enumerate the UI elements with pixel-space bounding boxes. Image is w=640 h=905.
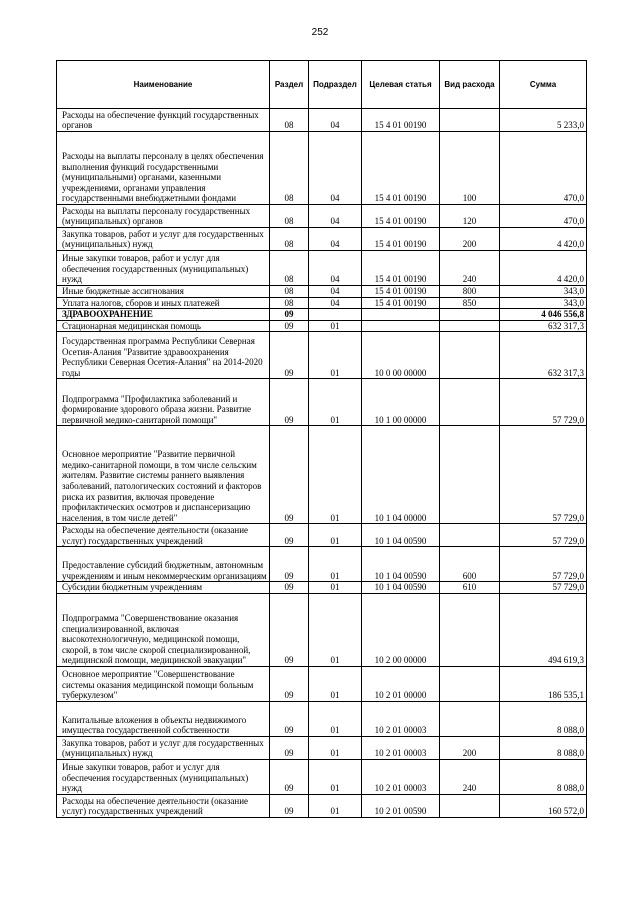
row-name-text: Капитальные вложения в объекты недвижимого имущества государственной собственности bbox=[62, 714, 247, 736]
row-name bbox=[57, 205, 270, 228]
row-name bbox=[57, 593, 270, 666]
row-target-article: 10 0 00 00000 bbox=[362, 332, 440, 379]
row-amount: 8 088,0 bbox=[500, 736, 587, 759]
row-subsection: 01 bbox=[309, 666, 362, 701]
row-section: 09 bbox=[270, 547, 309, 582]
row-amount: 470,0 bbox=[500, 205, 587, 228]
row-expense-type bbox=[440, 701, 500, 736]
row-name bbox=[57, 759, 270, 794]
row-subsection: 01 bbox=[309, 332, 362, 379]
row-name-text: Расходы на обеспечение деятельности (оказание услуг) государственных учреждений bbox=[62, 795, 249, 817]
row-amount: 4 420,0 bbox=[500, 228, 587, 251]
row-amount: 632 317,3 bbox=[500, 332, 587, 379]
row-expense-type bbox=[440, 379, 500, 426]
row-subsection: 01 bbox=[309, 547, 362, 582]
row-target-article: 15 4 01 00190 bbox=[362, 205, 440, 228]
row-expense-type: 200 bbox=[440, 228, 500, 251]
row-name bbox=[57, 297, 270, 309]
row-amount: 186 535,1 bbox=[500, 666, 587, 701]
row-name bbox=[57, 794, 270, 817]
row-expense-type bbox=[440, 332, 500, 379]
row-name bbox=[57, 666, 270, 701]
row-name bbox=[57, 228, 270, 251]
row-name-text: Основное мероприятие "Развитие первичной медико-санитарной помощи, в том числе сельским жителям. Развитие системы раннего выявления заболеваний, патологических состояний и факторов риска их развития, включая проведение профилактических осмотров и диспансеризацию населения, в том числе детей" bbox=[62, 449, 262, 523]
row-subsection: 04 bbox=[309, 132, 362, 205]
row-target-article: 10 2 01 00590 bbox=[362, 794, 440, 817]
table-row bbox=[57, 297, 587, 309]
row-section: 09 bbox=[270, 759, 309, 794]
row-section: 09 bbox=[270, 701, 309, 736]
row-target-article: 10 1 00 00000 bbox=[362, 379, 440, 426]
table-row bbox=[57, 666, 587, 701]
row-name-text: Стационарная медицинская помощь bbox=[62, 320, 201, 331]
row-name-text: Субсидии бюджетным учреждениям bbox=[62, 582, 203, 593]
row-subsection: 04 bbox=[309, 205, 362, 228]
row-section: 09 bbox=[270, 794, 309, 817]
row-section: 08 bbox=[270, 228, 309, 251]
row-name bbox=[57, 309, 270, 321]
row-section: 08 bbox=[270, 251, 309, 286]
row-target-article: 10 2 01 00003 bbox=[362, 736, 440, 759]
row-name bbox=[57, 132, 270, 205]
row-amount: 4 046 556,8 bbox=[500, 309, 587, 321]
row-name-text: Основное мероприятие "Совершенствование системы оказания медицинской помощи больным туберкулезом" bbox=[62, 669, 254, 701]
row-expense-type bbox=[440, 309, 500, 321]
row-section: 08 bbox=[270, 132, 309, 205]
row-target-article: 15 4 01 00190 bbox=[362, 297, 440, 309]
row-amount: 494 619,3 bbox=[500, 593, 587, 666]
row-target-article: 10 2 01 00003 bbox=[362, 759, 440, 794]
header-target-article: Целевая статья bbox=[362, 61, 440, 109]
row-amount: 57 729,0 bbox=[500, 582, 587, 594]
table-row bbox=[57, 759, 587, 794]
header-amount: Сумма bbox=[500, 61, 587, 109]
row-subsection: 01 bbox=[309, 320, 362, 332]
row-expense-type bbox=[440, 666, 500, 701]
table-row bbox=[57, 547, 587, 582]
row-amount: 57 729,0 bbox=[500, 524, 587, 547]
table-row bbox=[57, 309, 587, 321]
row-name bbox=[57, 379, 270, 426]
row-expense-type bbox=[440, 426, 500, 524]
row-amount: 57 729,0 bbox=[500, 547, 587, 582]
row-subsection: 01 bbox=[309, 794, 362, 817]
table-row bbox=[57, 251, 587, 286]
row-section: 09 bbox=[270, 426, 309, 524]
budget-table bbox=[56, 60, 587, 818]
row-amount: 8 088,0 bbox=[500, 701, 587, 736]
row-amount: 343,0 bbox=[500, 286, 587, 298]
row-target-article bbox=[362, 320, 440, 332]
row-name-text: Подпрограмма "Совершенствование оказания специализированной, включая высокотехнологичную, медицинской помощи, скорой, в том числе скорой специализированной, медицинской помощи, медицинской эвакуации" bbox=[62, 613, 251, 666]
row-name-text: Иные бюджетные ассигнования bbox=[62, 286, 184, 296]
row-subsection: 04 bbox=[309, 286, 362, 298]
row-expense-type: 120 bbox=[440, 205, 500, 228]
row-name-text: Расходы на обеспечение функций государственных органов bbox=[62, 109, 259, 131]
header-section: Раздел bbox=[270, 61, 309, 109]
table-row bbox=[57, 332, 587, 379]
row-subsection: 04 bbox=[309, 251, 362, 286]
row-target-article: 10 1 04 00590 bbox=[362, 582, 440, 594]
header-name: Наименование bbox=[57, 61, 270, 109]
row-name bbox=[57, 109, 270, 132]
row-section: 08 bbox=[270, 297, 309, 309]
row-amount: 57 729,0 bbox=[500, 426, 587, 524]
row-name-text: Расходы на выплаты персоналу государственных (муниципальных) органов bbox=[62, 205, 251, 227]
row-target-article bbox=[362, 309, 440, 321]
row-amount: 160 572,0 bbox=[500, 794, 587, 817]
table-header-row bbox=[57, 61, 587, 109]
row-amount: 343,0 bbox=[500, 297, 587, 309]
row-expense-type: 610 bbox=[440, 582, 500, 594]
table-row bbox=[57, 205, 587, 228]
row-section: 09 bbox=[270, 524, 309, 547]
row-name bbox=[57, 320, 270, 332]
row-name-text: ЗДРАВООХРАНЕНИЕ bbox=[62, 309, 153, 320]
row-subsection bbox=[309, 309, 362, 321]
row-target-article: 10 1 04 00000 bbox=[362, 426, 440, 524]
row-target-article: 15 4 01 00190 bbox=[362, 132, 440, 205]
row-section: 09 bbox=[270, 736, 309, 759]
row-section: 09 bbox=[270, 379, 309, 426]
table-row bbox=[57, 426, 587, 524]
row-name bbox=[57, 736, 270, 759]
row-section: 09 bbox=[270, 666, 309, 701]
row-subsection: 01 bbox=[309, 593, 362, 666]
row-expense-type bbox=[440, 593, 500, 666]
row-name bbox=[57, 251, 270, 286]
table-row bbox=[57, 524, 587, 547]
row-name-text: Расходы на обеспечение деятельности (оказание услуг) государственных учреждений bbox=[62, 525, 249, 546]
row-expense-type: 850 bbox=[440, 297, 500, 309]
row-target-article: 15 4 01 00190 bbox=[362, 109, 440, 132]
table-row bbox=[57, 701, 587, 736]
table-row bbox=[57, 593, 587, 666]
table-body bbox=[57, 109, 587, 818]
row-name-text: Иные закупки товаров, работ и услуг для обеспечения государственных (муниципальных) нужд bbox=[62, 762, 249, 794]
row-subsection: 01 bbox=[309, 759, 362, 794]
row-subsection: 01 bbox=[309, 426, 362, 524]
row-amount: 57 729,0 bbox=[500, 379, 587, 426]
table-row bbox=[57, 132, 587, 205]
row-name-text: Расходы на выплаты персоналу в целях обеспечения выполнения функций государственными (муниципальными) органами, казенными учреждениями, органами управления государственными внебюджетными фондами bbox=[62, 151, 264, 204]
row-name-text: Уплата налогов, сборов и иных платежей bbox=[62, 297, 220, 308]
row-expense-type: 800 bbox=[440, 286, 500, 298]
row-amount: 5 233,0 bbox=[500, 109, 587, 132]
row-expense-type bbox=[440, 320, 500, 332]
row-target-article: 10 1 04 00590 bbox=[362, 524, 440, 547]
row-amount: 632 317,3 bbox=[500, 320, 587, 332]
table-row bbox=[57, 794, 587, 817]
row-expense-type: 100 bbox=[440, 132, 500, 205]
row-subsection: 01 bbox=[309, 524, 362, 547]
row-name-text: Предоставление субсидий бюджетным, автономным учреждениям и иным некоммерческим организациям bbox=[62, 560, 267, 581]
row-amount: 470,0 bbox=[500, 132, 587, 205]
row-name bbox=[57, 582, 270, 594]
row-expense-type: 240 bbox=[440, 251, 500, 286]
row-target-article: 15 4 01 00190 bbox=[362, 251, 440, 286]
row-expense-type bbox=[440, 524, 500, 547]
row-amount: 8 088,0 bbox=[500, 759, 587, 794]
row-name bbox=[57, 286, 270, 298]
row-name bbox=[57, 332, 270, 379]
row-target-article: 15 4 01 00190 bbox=[362, 286, 440, 298]
row-expense-type: 200 bbox=[440, 736, 500, 759]
table-row bbox=[57, 582, 587, 594]
row-name-text: Закупка товаров, работ и услуг для государственных (муниципальных) нужд bbox=[62, 228, 264, 250]
row-section: 09 bbox=[270, 320, 309, 332]
row-section: 09 bbox=[270, 593, 309, 666]
row-amount: 4 420,0 bbox=[500, 251, 587, 286]
row-target-article: 15 4 01 00190 bbox=[362, 228, 440, 251]
row-subsection: 04 bbox=[309, 228, 362, 251]
row-expense-type bbox=[440, 794, 500, 817]
table-row bbox=[57, 109, 587, 132]
row-target-article: 10 2 01 00000 bbox=[362, 666, 440, 701]
row-subsection: 01 bbox=[309, 701, 362, 736]
row-expense-type: 240 bbox=[440, 759, 500, 794]
table-row bbox=[57, 379, 587, 426]
row-target-article: 10 2 01 00003 bbox=[362, 701, 440, 736]
row-name bbox=[57, 701, 270, 736]
row-name bbox=[57, 524, 270, 547]
table-row bbox=[57, 286, 587, 298]
row-name-text: Закупка товаров, работ и услуг для государственных (муниципальных) нужд bbox=[62, 737, 264, 759]
row-name-text: Иные закупки товаров, работ и услуг для обеспечения государственных (муниципальных) нужд bbox=[62, 253, 249, 285]
table-row bbox=[57, 736, 587, 759]
row-name bbox=[57, 547, 270, 582]
row-name bbox=[57, 426, 270, 524]
row-section: 09 bbox=[270, 332, 309, 379]
row-expense-type bbox=[440, 109, 500, 132]
row-name-text: Подпрограмма "Профилактика заболеваний и формирование здорового образа жизни. Развитие первичной медико-санитарной помощи" bbox=[62, 393, 252, 425]
row-section: 09 bbox=[270, 309, 309, 321]
row-subsection: 04 bbox=[309, 297, 362, 309]
table-row bbox=[57, 320, 587, 332]
table-row bbox=[57, 228, 587, 251]
row-subsection: 01 bbox=[309, 582, 362, 594]
row-subsection: 01 bbox=[309, 736, 362, 759]
row-expense-type: 600 bbox=[440, 547, 500, 582]
row-name-text: Государственная программа Республики Северная Осетия-Алания "Развитие здравоохранения Республики Северная Осетия-Алания" на 2014-2020 годы bbox=[62, 336, 263, 378]
row-subsection: 01 bbox=[309, 379, 362, 426]
row-section: 09 bbox=[270, 582, 309, 594]
row-subsection: 04 bbox=[309, 109, 362, 132]
row-target-article: 10 1 04 00590 bbox=[362, 547, 440, 582]
row-target-article: 10 2 00 00000 bbox=[362, 593, 440, 666]
row-section: 08 bbox=[270, 109, 309, 132]
row-section: 08 bbox=[270, 286, 309, 298]
header-subsection: Подраздел bbox=[309, 61, 362, 109]
page-number: 252 bbox=[311, 27, 329, 38]
row-section: 08 bbox=[270, 205, 309, 228]
header-expense-type: Вид расхода bbox=[440, 61, 500, 109]
